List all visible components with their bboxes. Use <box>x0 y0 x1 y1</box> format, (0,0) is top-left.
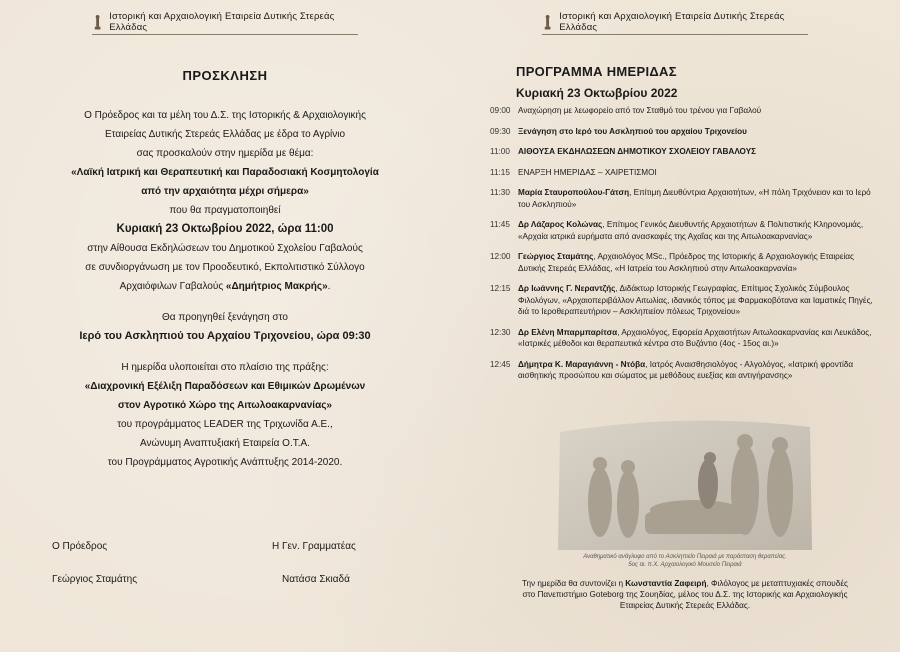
item-time: 11:45 <box>490 220 510 229</box>
item-text: , Διδάκτωρ Ιστορικής Γεωγραφίας, Επίτιμος Σχολικός Σύμβουλος Φιλολόγων, «Αρχαιοπεριβάλλον Αιτωλίας, ιδανικός τόπος με Φαρμακοβότανα και Ιαματικές Πηγές, διά το Ιεροθεραπευτήριον – Ασκληπιείον πόλεως Τριχονείου» <box>518 284 873 316</box>
item-time: 12:00 <box>490 252 511 261</box>
coordinator-name: Κωνσταντία Ζαφειρή <box>625 579 707 588</box>
text-line: του προγράμματος LEADER της Τριχωνίδα Α.Ε., <box>117 419 333 430</box>
club-name: «Δημήτριος Μακρής» <box>225 281 328 292</box>
society-name: Ιστορική και Αρχαιολογική Εταιρεία Δυτικής Στερεάς Ελλάδας <box>109 11 335 33</box>
president-role: Ο Πρόεδρος <box>52 541 108 552</box>
item-time: 12:45 <box>490 359 511 369</box>
program-item <box>490 105 875 117</box>
text-part: Αρχαιόφιλων Γαβαλούς <box>119 281 226 292</box>
text-line: που θα πραγματοποιηθεί <box>169 205 281 216</box>
item-desc <box>518 359 875 382</box>
program-item <box>490 251 875 274</box>
program-item <box>490 359 875 382</box>
item-time: 09:30 <box>490 126 511 136</box>
theme-line: «Λαϊκή Ιατρική και Θεραπευτική και Παραδοσιακή Κοσμητολογία <box>71 167 379 178</box>
item-desc <box>518 283 875 318</box>
coordinator-note <box>520 578 850 611</box>
item-text: , Αρχαιολόγος, Εφορεία Αρχαιοτήτων Αιτωλοακαρνανίας και Λευκάδος, «Ιατρικές μέθοδοι και θεραπευτικά κέντρα στο Βυζάντιο (4ος - 15ος αι.)» <box>518 327 872 348</box>
item-text: Αναχώρηση με λεωφορείο από τον Σταθμό του τρένου για Γαβαλού <box>518 106 762 115</box>
invitation-title: ΠΡΟΣΚΛΗΣΗ <box>182 68 268 83</box>
text-line <box>40 277 410 296</box>
text-part: . <box>327 281 331 292</box>
action-line: στον Αγροτικό Χώρο της Αιτωλοακαρνανίας» <box>117 400 332 411</box>
caption-line: Αναθηματικό ανάγλυφο από το Ασκληπιείο Πειραιά με παράσταση θεραπείας. <box>583 554 787 560</box>
relief-caption <box>550 553 820 569</box>
item-name: Δρ Λάζαρος Κολώνας <box>518 220 603 229</box>
item-name: Δρ Ελένη Μπαρμπαρίτσα <box>518 327 618 337</box>
item-time: 11:15 <box>490 167 510 177</box>
item-time: 12:30 <box>490 327 511 337</box>
program-title: ΠΡΟΓΡΑΜΜΑ ΗΜΕΡΙΔΑΣ <box>516 64 677 79</box>
theme-line: από την αρχαιότητα μέχρι σήμερα» <box>141 186 309 197</box>
item-text: ΕΝΑΡΞΗ ΗΜΕΡΙΔΑΣ – ΧΑΙΡΕΤΙΣΜΟΙ <box>518 167 657 177</box>
event-date: Κυριακή 23 Οκτωβρίου 2022, ώρα 11:00 <box>116 223 334 235</box>
text-line: Θα προηγηθεί ξενάγηση στο <box>162 312 288 323</box>
program-item <box>490 327 875 350</box>
text-line: στην Αίθουσα Εκδηλώσεων του Δημοτικού Σχολείου Γαβαλούς <box>87 243 363 254</box>
program-date: Κυριακή 23 Οκτωβρίου 2022 <box>516 86 678 100</box>
item-desc <box>518 146 875 158</box>
president-name: Γεώργιος Σταμάτης <box>52 574 138 585</box>
item-time: 09:00 <box>490 106 511 115</box>
program-item <box>490 126 875 138</box>
program-item <box>490 283 875 318</box>
item-name: Γεώργιος Σταμάτης <box>518 252 594 261</box>
program-item <box>490 219 875 242</box>
statue-logo-icon <box>92 14 103 30</box>
society-name: Ιστορική και Αρχαιολογική Εταιρεία Δυτικής Στερεάς Ελλάδας <box>559 11 785 33</box>
invitation-body <box>40 106 410 472</box>
ancient-relief-image <box>550 412 820 552</box>
item-name: Δήμητρα Κ. Μαραγιάννη - Ντόβα <box>518 359 646 369</box>
program-list <box>490 105 875 391</box>
text-line: σας προσκαλούν στην ημερίδα με θέμα: <box>136 148 314 159</box>
secretary-name: Νατάσα Σκιαδά <box>282 574 350 585</box>
tour-line: Ιερό του Ασκληπιού του Αρχαίου Τριχονείου, ώρα 09:30 <box>79 330 371 342</box>
text-line: Η ημερίδα υλοποιείται στο πλαίσιο της πράξης: <box>121 362 329 373</box>
item-name: Μαρία Σταυροπούλου-Γάτση <box>518 188 630 197</box>
text-line: Ο Πρόεδρος και τα μέλη του Δ.Σ. της Ιστορικής & Αρχαιολογικής <box>84 110 366 121</box>
item-desc <box>518 105 875 117</box>
item-desc <box>518 251 875 274</box>
coord-text: Την ημερίδα θα συντονίζει η <box>522 579 626 588</box>
item-time: 11:30 <box>490 188 510 197</box>
program-item <box>490 146 875 158</box>
item-desc <box>518 219 875 242</box>
action-line: «Διαχρονική Εξέλιξη Παραδόσεων και Εθιμικών Δρωμένων <box>84 381 366 392</box>
left-header <box>92 10 358 35</box>
coord-text: , Φιλόλογος με μεταπτυχιακές σπουδές στο Πανεπιστήμιο Goteborg της Σουηδίας, μέλος του Δ.Σ. της Ιστορικής και Αρχαιολογικής Εταιρείας Δυτικής Στερεάς Ελλάδας. <box>522 579 848 610</box>
program-item <box>490 167 875 179</box>
text-line: σε συνδιοργάνωση με τον Προοδευτικό, Εκπολιτιστικό Σύλλογο <box>85 262 365 273</box>
item-desc <box>518 327 875 350</box>
item-time: 11:00 <box>490 147 510 156</box>
secretary-role: Η Γεν. Γραμματέας <box>272 541 356 552</box>
item-name: ΑΙΘΟΥΣΑ ΕΚΔΗΛΩΣΕΩΝ ΔΗΜΟΤΙΚΟΥ ΣΧΟΛΕΙΟΥ ΓΑΒΑΛΟΥΣ <box>518 147 757 156</box>
program-item <box>490 187 875 210</box>
item-name: Δρ Ιωάννης Γ. Νεραντζής <box>518 284 616 293</box>
right-header <box>542 10 808 35</box>
text-line: του Προγράμματος Αγροτικής Ανάπτυξης 2014-2020. <box>107 457 343 468</box>
item-desc <box>518 126 875 138</box>
item-text: , Επίτιμη Διευθύντρια Αρχαιοτήτων, «Η πόλη Τριχόνειον και το Ιερό του Ασκληπιού» <box>518 188 871 209</box>
item-text: , Επίτιμος Γενικός Διευθυντής Αρχαιοτήτων & Πολιτιστικής Κληρονομιάς, «Αρχαία ιατρικά ευρήματα από ανασκαφές της Αχαΐας και της Αιτωλοακαρνανίας» <box>518 220 864 241</box>
item-name: Ξενάγηση στο Ιερό του Ασκληπιού του αρχαίου Τριχονείου <box>518 126 747 136</box>
text-line: Εταιρείας Δυτικής Στερεάς Ελλάδας με έδρα το Αγρίνιο <box>104 129 346 140</box>
item-desc <box>518 187 875 210</box>
statue-logo-icon <box>542 14 553 30</box>
item-text: , Αρχαιολόγος MSc., Πρόεδρος της Ιστορικής & Αρχαιολογικής Εταιρείας Δυτικής Στερεάς Ελλάδας, «Η Ιατρεία του Ασκληπιού στην Αιτωλοακαρνανία» <box>518 252 854 273</box>
item-time: 12:15 <box>490 284 511 293</box>
text-line: Ανώνυμη Αναπτυξιακή Εταιρεία Ο.Τ.Α. <box>140 438 310 449</box>
item-text: , Ιατρός Αναισθησιολόγος - Αλγολόγος, «Ιατρική φροντίδα αισθητικής προσώπου και σώματος με μεθόδους ευεξίας και αντιγήρανσης» <box>518 359 854 380</box>
item-desc <box>518 167 875 179</box>
caption-line: 5ος αι. π.Χ. Αρχαιολογικό Μουσείο Πειραιά <box>628 562 742 568</box>
